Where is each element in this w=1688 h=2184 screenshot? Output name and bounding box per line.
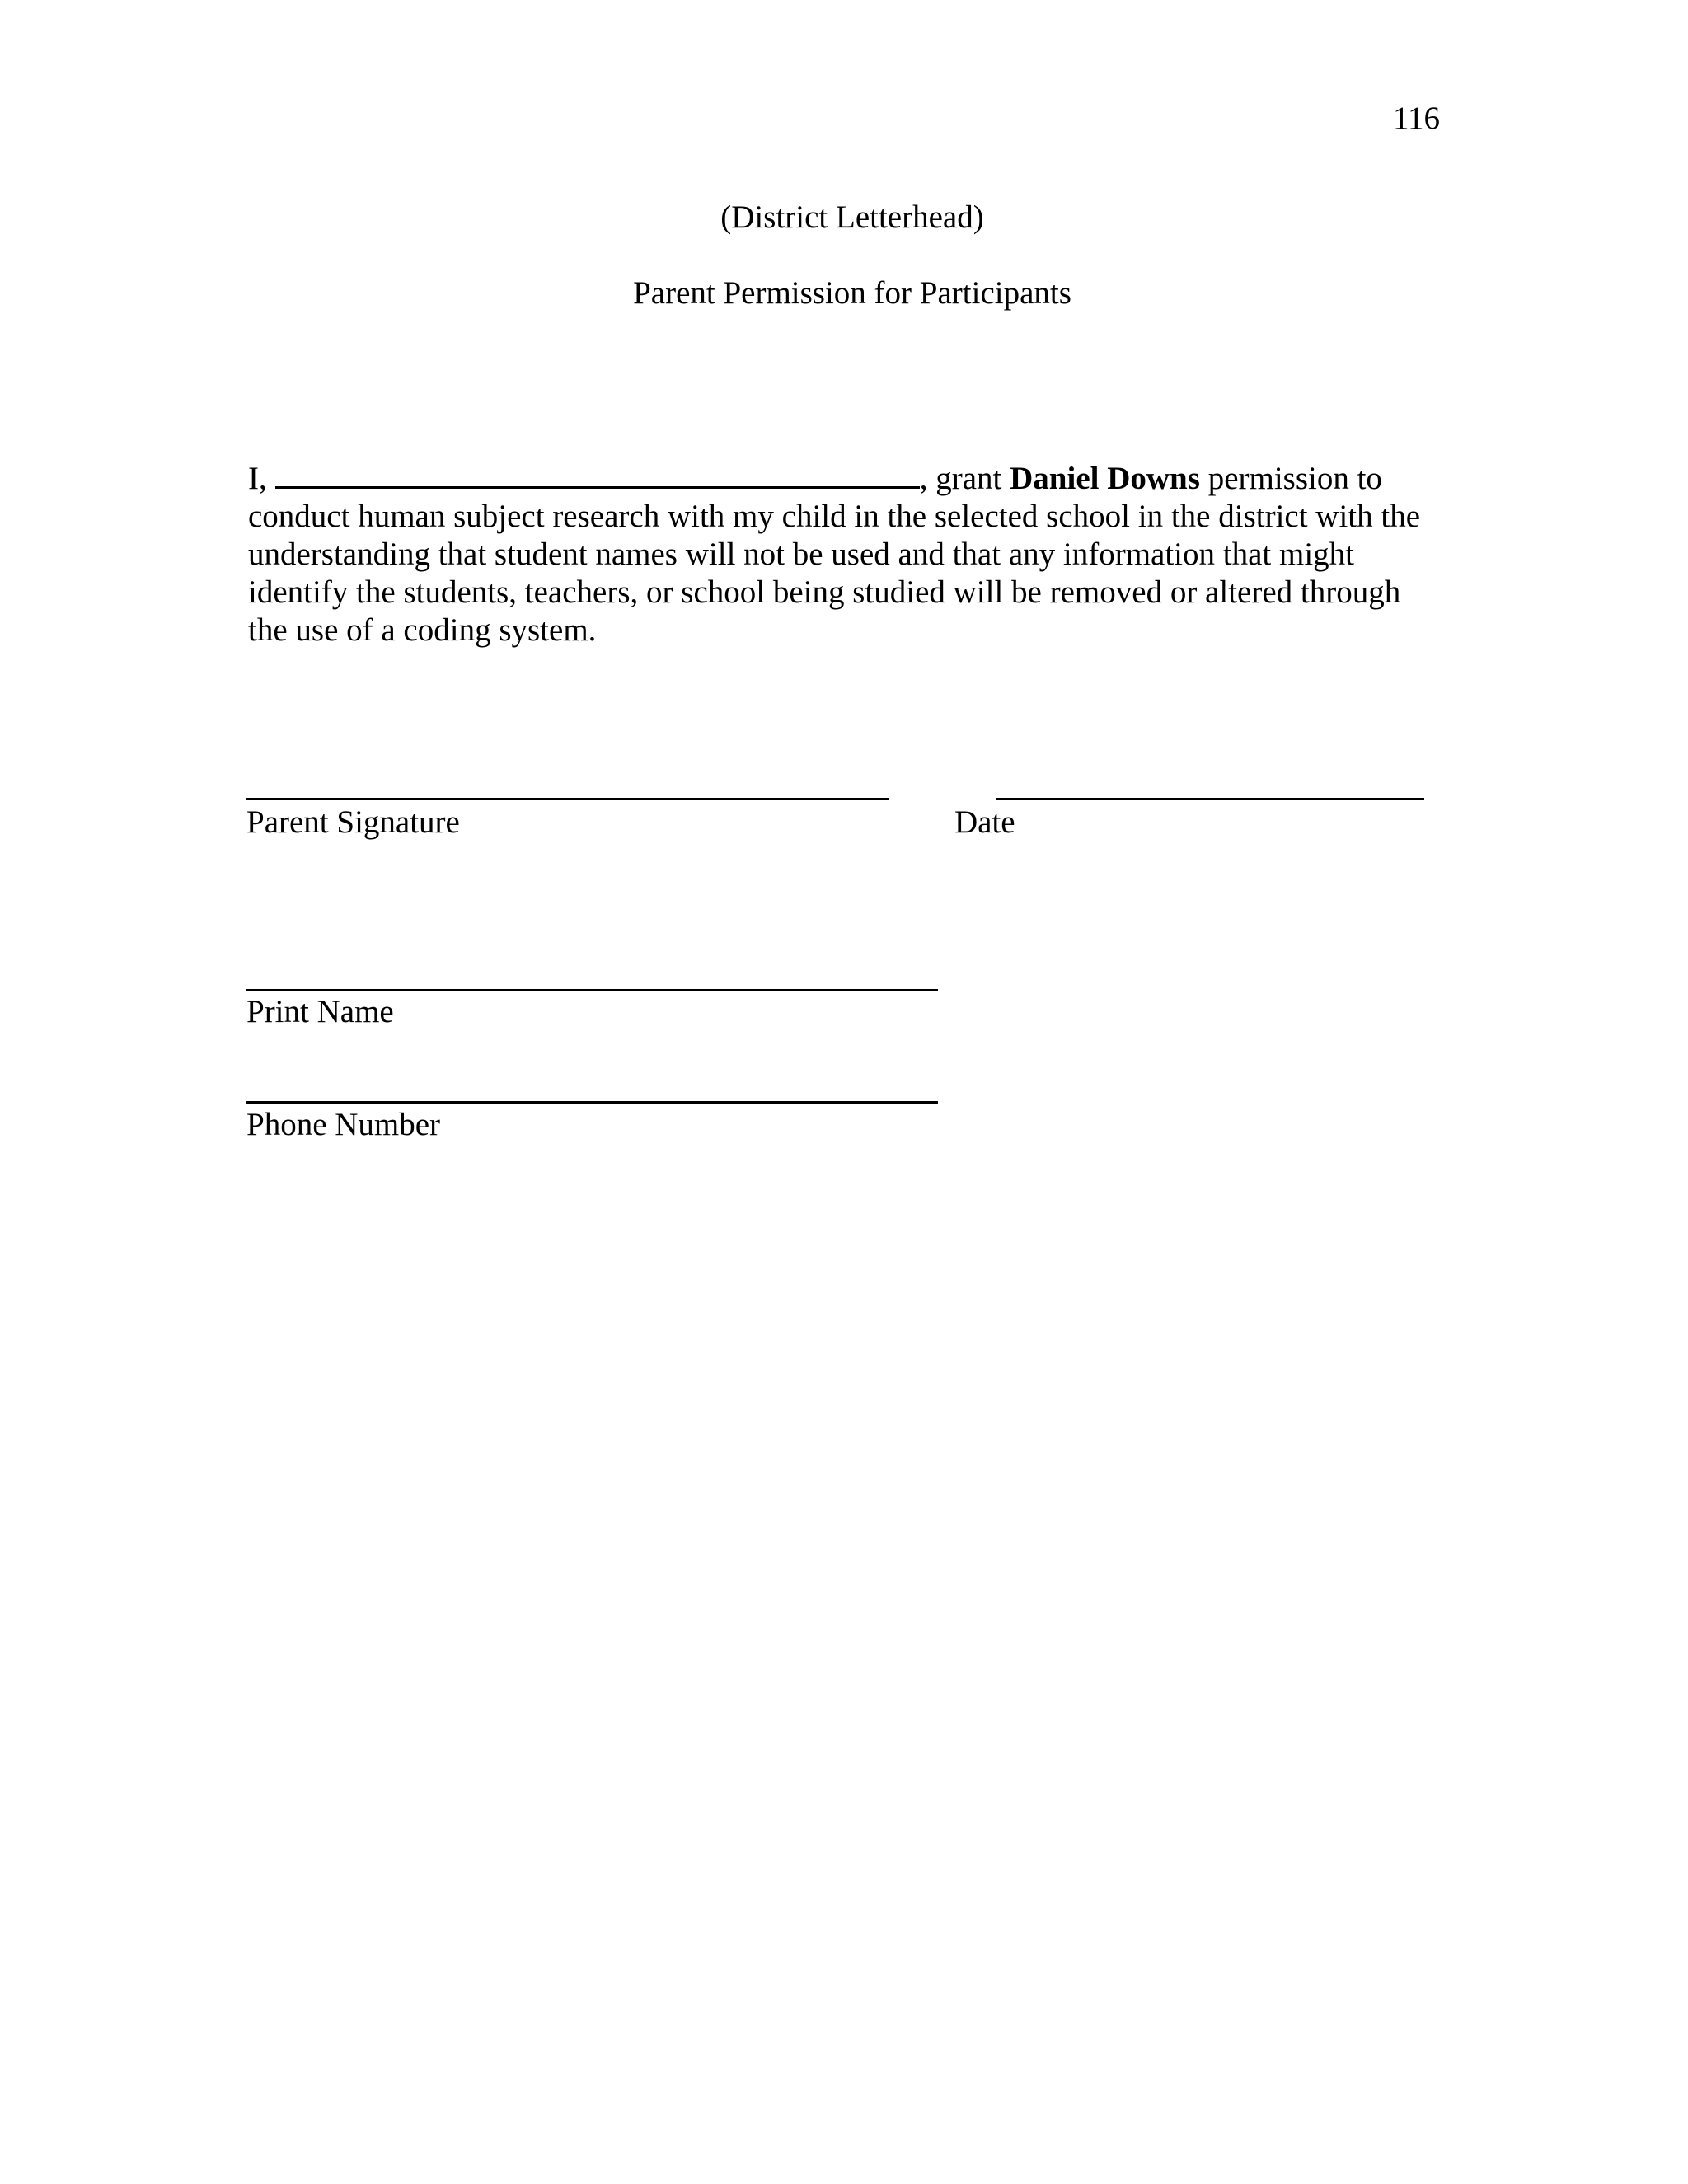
print-name-label: Print Name xyxy=(246,994,394,1029)
statement-prefix: I, xyxy=(248,461,267,496)
date-line[interactable] xyxy=(996,798,1424,800)
statement-body-text: permission to conduct human subject research with my child in the selected school in the district with the understanding that student names will not be used and that any information that might identify the students, teachers, or school being studied will be removed or altered through the use of a coding system. xyxy=(248,461,1421,648)
document-title: Parent Permission for Participants xyxy=(633,275,1071,311)
parent-name-blank[interactable] xyxy=(275,462,920,489)
district-letterhead: (District Letterhead) xyxy=(720,199,984,235)
date-label: Date xyxy=(954,804,1015,840)
page-number: 116 xyxy=(1392,101,1440,136)
print-name-line[interactable] xyxy=(246,989,938,991)
statement-grant-text: , grant xyxy=(919,461,1010,496)
permission-statement xyxy=(248,460,1447,649)
phone-number-line[interactable] xyxy=(246,1101,938,1104)
researcher-name: Daniel Downs xyxy=(1010,461,1200,496)
phone-number-label: Phone Number xyxy=(246,1107,441,1142)
parent-signature-label: Parent Signature xyxy=(246,804,460,840)
parent-signature-line[interactable] xyxy=(246,798,889,800)
